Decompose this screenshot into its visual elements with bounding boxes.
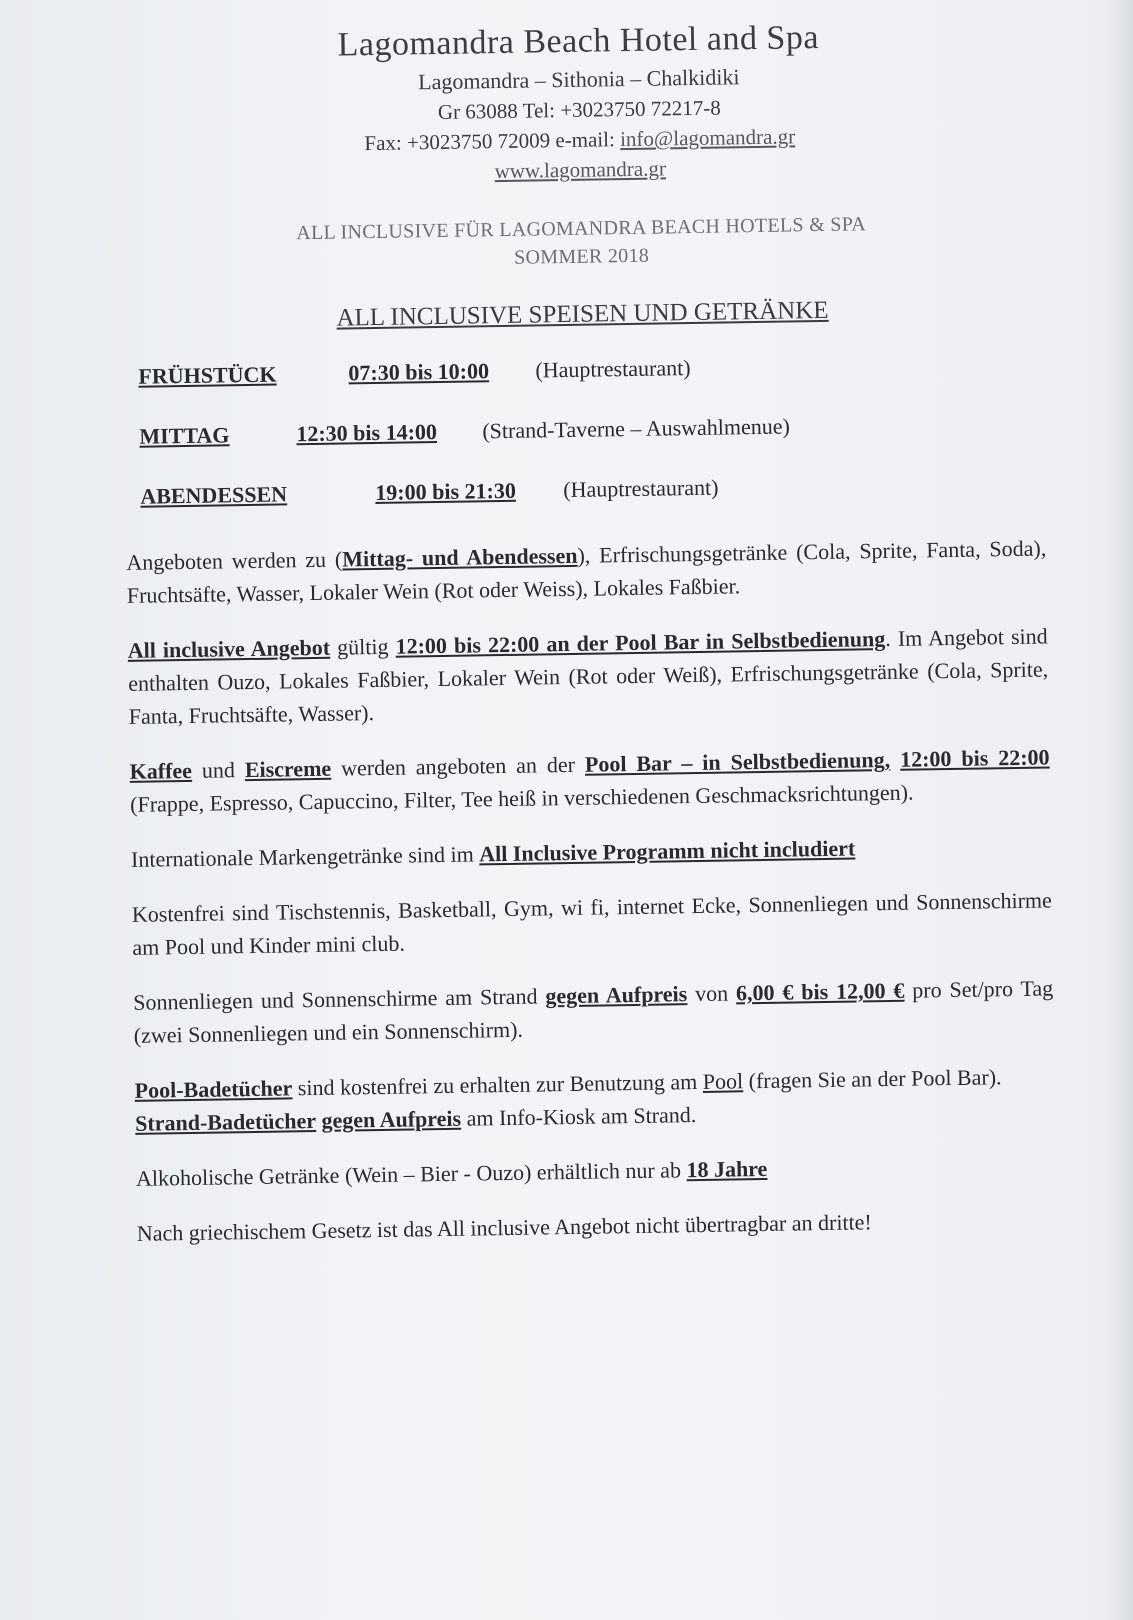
text: werden angeboten an der [330,751,586,781]
text: am Info-Kiosk am Strand. [460,1102,697,1131]
subtitle-line-2: SOMMER 2018 [513,244,650,269]
emphasis-text: gegen Aufpreis [321,1105,462,1133]
text: (fragen Sie an der Pool Bar). [742,1064,1002,1094]
email-link[interactable]: info@lagomandra.gr [619,124,796,152]
text: Alkoholische Getränke (Wein – Bier - Ouzo) erhältlich nur ab [135,1157,687,1191]
paragraph-legal-note [137,1202,1057,1249]
meal-row-dinner [125,469,1046,523]
meal-time: 12:30 bis 14:00 [296,419,438,447]
emphasis-text: 12:00 bis 22:00 an der Pool Bar in Selbstbedienung [395,626,886,659]
meal-place: (Hauptrestaurant) [535,355,691,383]
emphasis-text: Kaffee [129,757,193,784]
text: von [687,980,737,1007]
text: Angeboten werden zu ( [126,546,343,575]
subtitle-line-1: ALL INCLUSIVE FÜR LAGOMANDRA BEACH HOTELS & SPA [296,213,867,245]
text: Nach griechischem Gesetz ist das All inclusive Angebot nicht übertragbar an dritte! [136,1209,872,1246]
text [890,747,900,772]
text: (Frappe, Espresso, Capuccino, Filter, Tee heiß in verschiedenen Geschmacksrichtungen). [129,779,914,817]
emphasis-text: 6,00 € bis 12,00 € [735,977,905,1006]
paragraph-coffee-icecream [129,740,1050,820]
text: gültig [329,633,396,660]
emphasis-text: All Inclusive Programm nicht includiert [479,835,856,867]
text: Sonnenliegen und Sonnenschirme am Strand [133,983,546,1015]
emphasis-text: 18 Jahre [686,1155,768,1183]
meal-label: ABENDESSEN [140,481,288,509]
meal-label: FRÜHSTÜCK [138,361,277,389]
paragraph-brand-drinks [131,828,1051,875]
emphasis-text: Pool Bar – in Selbstbedienung, [584,746,891,777]
text: . Im Angebot sind enthalten Ouzo, Lokales Faßbier, Lokaler Wein (Rot oder Weiß), Erfrischungsgetränke (Cola, Sprite, Fanta, Fruchtsäfte, Wasser). [128,623,1049,729]
meal-row-lunch [124,410,1045,464]
meal-time: 19:00 bis 21:30 [375,477,517,506]
emphasis-text: Pool-Badetücher [134,1075,293,1103]
email-label: e-mail: [555,127,616,153]
text: Kostenfrei sind Tischstennis, Basketball, Gym, wi fi, internet Ecke, Sonnenliegen und Sonnenschirme am Pool und Kinder mini club. [131,887,1052,960]
hotel-fax: Fax: +3023750 72009 [364,128,551,156]
paragraph-pool-bar-offer [127,619,1048,732]
emphasis-text: Eiscreme [244,755,332,783]
emphasis-text: 12:00 bis 22:00 [899,744,1050,772]
text: pro Set/pro Tag (zwei Sonnenliegen und ein Sonnenschirm). [133,975,1054,1048]
hotel-location: Lagomandra – Sithonia – Chalkidiki [417,64,740,95]
text: und [191,757,246,783]
paragraph-towels [134,1059,1055,1139]
page-edge-shadow [1107,0,1133,1620]
document-subtitle [121,208,1042,278]
paragraph-beach-loungers [133,971,1054,1051]
emphasis-text: Mittag- und Abendessen [342,542,578,572]
hotel-name: Lagomandra Beach Hotel and Spa [337,18,820,64]
text: sind kostenfrei zu erhalten zur Benutzung am [292,1068,703,1101]
text: ), Erfrischungsgetränke (Cola, Sprite, Fanta, Soda), Fruchtsäfte, Wasser, Lokaler Wein (Rot oder Weiss), Lokales Faßbier. [126,535,1047,608]
letterhead [118,16,1040,192]
main-heading: ALL INCLUSIVE SPEISEN UND GETRÄNKE [336,296,829,332]
emphasis-text: All inclusive Angebot [127,634,331,663]
meal-place: (Hauptrestaurant) [563,474,719,503]
meal-time: 07:30 bis 10:00 [348,358,490,386]
document-sheet [118,16,1057,1272]
paragraph-alcohol-age [136,1147,1056,1194]
emphasis-text: Strand-Badetücher [134,1108,317,1136]
emphasis-text: gegen Aufpreis [545,981,688,1009]
meal-label: MITTAG [139,422,230,449]
emphasis-text: Pool [702,1068,744,1094]
paragraph-free-amenities [132,883,1053,963]
meal-row-breakfast [123,350,1044,404]
meal-place: (Strand-Taverne – Auswahlmenue) [482,413,791,444]
text: Internationale Markengetränke sind im [130,841,480,872]
website-link[interactable]: www.lagomandra.gr [494,156,667,184]
paragraph-meal-drinks [126,531,1047,611]
hotel-postal-phone: Gr 63088 Tel: +3023750 72217-8 [437,95,721,124]
